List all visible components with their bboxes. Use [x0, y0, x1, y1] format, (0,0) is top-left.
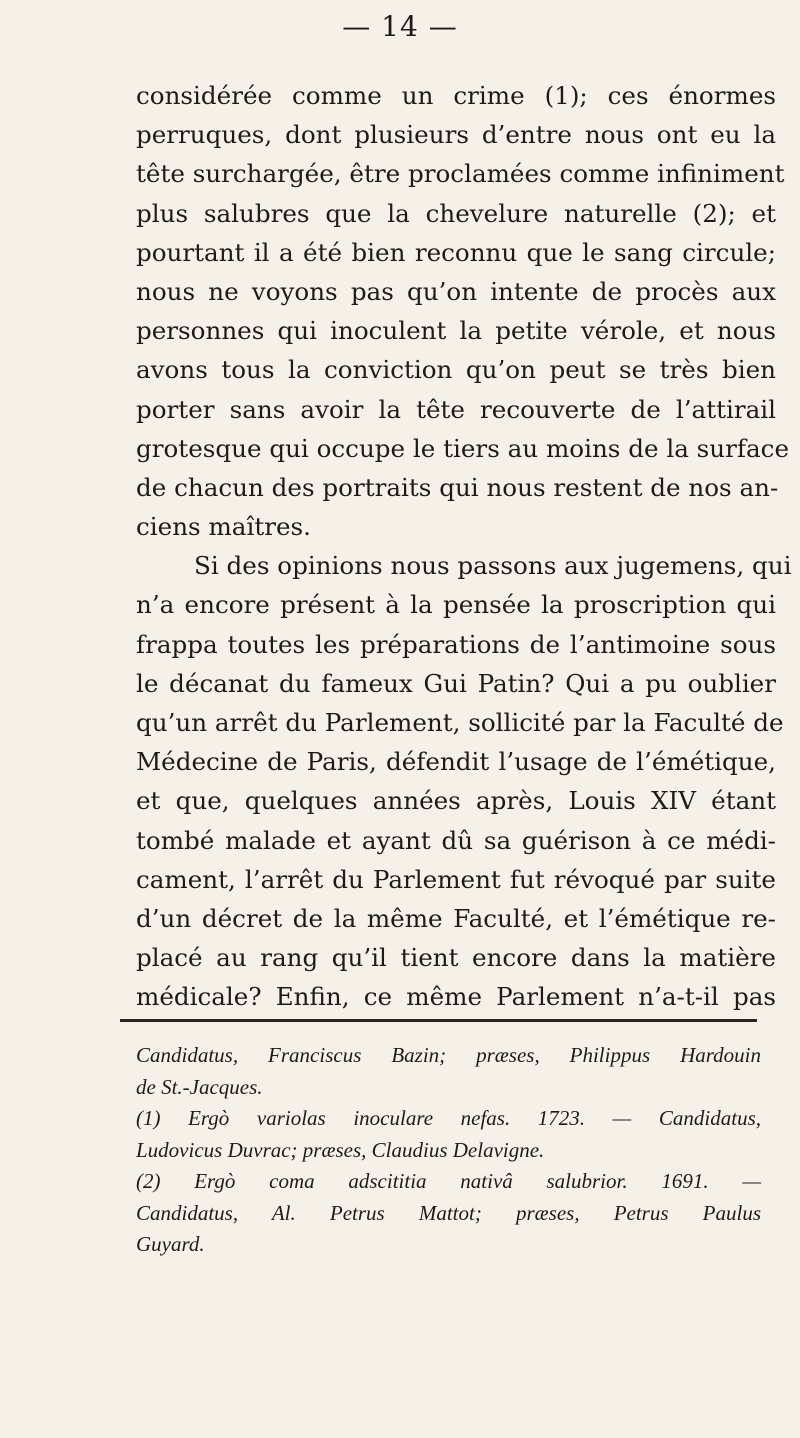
body-line: d’un décret de la même Faculté, et l’émétique re-: [136, 903, 776, 933]
body-line: le décanat du fameux Gui Patin? Qui a pu oublier: [136, 668, 776, 698]
footnote-line: (1) Ergò variolas inoculare nefas. 1723. — Candidatus,: [136, 1106, 761, 1130]
body-line: cament, l’arrêt du Parlement fut révoqué par suite: [136, 864, 776, 894]
body-line: porter sans avoir la tête recouverte de l’attirail: [136, 394, 776, 424]
body-line: plus salubres que la chevelure naturelle (2); et: [136, 198, 776, 228]
body-line: tête surchargée, être proclamées comme infiniment: [136, 159, 785, 189]
body-line: Médecine de Paris, défendit l’usage de l’émétique,: [136, 747, 776, 777]
body-line: grotesque qui occupe le tiers au moins de la surface: [136, 433, 789, 463]
body-line: ciens maîtres.: [136, 512, 311, 542]
body-line: et que, quelques années après, Louis XIV étant: [136, 786, 776, 816]
body-line: considérée comme un crime (1); ces énormes: [136, 81, 776, 110]
body-line: frappa toutes les préparations de l’antimoine sous: [136, 629, 776, 659]
footnote-line: (2) Ergò coma adscititia nativâ salubrior. 1691. —: [136, 1169, 761, 1193]
footnote-divider: [120, 1019, 757, 1022]
footnote-line: Candidatus, Al. Petrus Mattot; præses, Petrus Paulus: [136, 1200, 761, 1225]
body-line: pourtant il a été bien reconnu que le sang circule;: [136, 237, 776, 267]
footnote-line: de St.-Jacques.: [136, 1074, 263, 1099]
footnotes: [136, 1040, 761, 1261]
body-line: nous ne voyons pas qu’on intente de procès aux: [136, 276, 776, 306]
body-line: perruques, dont plusieurs d’entre nous ont eu la: [136, 120, 776, 150]
footnote-line: Guyard.: [136, 1232, 205, 1256]
footnote-line: Candidatus, Franciscus Bazin; præses, Philippus Hardouin: [136, 1043, 761, 1067]
footnote-line: Ludovicus Duvrac; præses, Claudius Delavigne.: [136, 1137, 545, 1162]
page-number: — 14 —: [342, 10, 458, 43]
body-line: placé au rang qu’il tient encore dans la matière: [136, 943, 776, 973]
body-line: n’a encore présent à la pensée la proscription qui: [136, 590, 776, 620]
body-line: avons tous la conviction qu’on peut se très bien: [136, 355, 776, 385]
body-line: de chacun des portraits qui nous restent de nos an-: [136, 472, 779, 502]
body-line: qu’un arrêt du Parlement, sollicité par la Faculté de: [136, 708, 784, 737]
main-text: [136, 76, 792, 1017]
body-line: Si des opinions nous passons aux jugemens, qui: [194, 551, 792, 581]
body-line: tombé malade et ayant dû sa guérison à ce médi-: [136, 825, 776, 855]
body-line: personnes qui inoculent la petite vérole, et nous: [136, 316, 776, 346]
body-line: médicale? Enfin, ce même Parlement n’a-t-il pas: [136, 982, 776, 1012]
